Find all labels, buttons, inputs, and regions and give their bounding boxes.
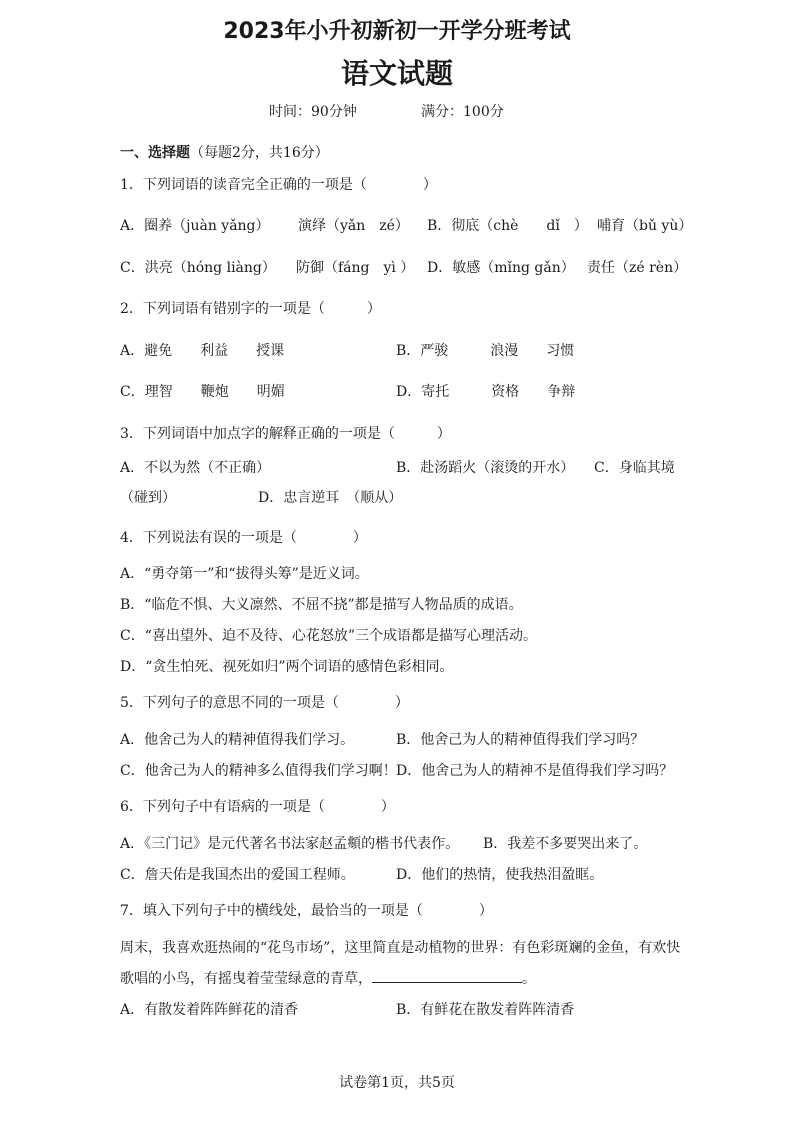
option: B．赴汤蹈火（滚烫的开水） bbox=[396, 460, 575, 476]
question-stem: 2．下列词语有错别字的一项是（ ） bbox=[120, 301, 381, 317]
option: （碰到） bbox=[120, 490, 176, 506]
option: B．他舍己为人的精神值得我们学习吗？ bbox=[396, 732, 645, 748]
option: D．他舍己为人的精神不是值得我们学习吗？ bbox=[396, 763, 674, 779]
option: B．有鲜花在散发着阵阵清香 bbox=[396, 1002, 575, 1018]
question-stem: 3．下列词语中加点字的解释正确的一项是（ ） bbox=[120, 426, 451, 442]
passage-text: 周末，我喜欢逛热闹的“花鸟市场”，这里简直是动植物的世界：有色彩斑斓的金鱼，有欢快 bbox=[120, 940, 681, 956]
time-limit: 时间：90分钟 bbox=[269, 104, 357, 120]
question-stem: 5．下列句子的意思不同的一项是（ ） bbox=[120, 695, 409, 711]
passage-text bbox=[120, 968, 536, 988]
exam-title: 2023年小升初新初一开学分班考试 bbox=[223, 19, 571, 44]
question-stem: 7．填入下列句子中的横线处，最恰当的一项是（ ） bbox=[120, 903, 493, 919]
option: A．有散发着阵阵鲜花的清香 bbox=[120, 1002, 299, 1018]
option: D．“贪生怕死、视死如归”两个词语的感情色彩相同。 bbox=[120, 659, 454, 675]
option: D．忠言逆耳 （顺从） bbox=[258, 490, 403, 506]
option: C．理智 鞭炮 明媚 bbox=[120, 384, 285, 400]
option: B．我差不多要哭出来了。 bbox=[483, 836, 648, 852]
option: D．寄托 资格 争辩 bbox=[396, 384, 576, 400]
option: C．洪亮（hóng liàng） bbox=[120, 260, 276, 276]
option: B．“临危不惧、大义凛然、不屈不挠”都是描写人物品质的成语。 bbox=[120, 597, 523, 613]
option: C．他舍己为人的精神多么值得我们学习啊！ bbox=[120, 763, 397, 779]
section-note: （每题2分，共16分） bbox=[190, 145, 329, 161]
total-score: 满分：100分 bbox=[421, 104, 504, 120]
question-stem: 1．下列词语的读音完全正确的一项是（ ） bbox=[120, 177, 437, 193]
option: C．“喜出望外、迫不及待、心花怒放”三个成语都是描写心理活动。 bbox=[120, 628, 538, 644]
option: A．《三门记》是元代著名书法家赵孟頫的楷书代表作。 bbox=[120, 836, 460, 852]
option: 责任（zé rèn） bbox=[587, 260, 688, 276]
passage-punctuation: 。 bbox=[522, 971, 536, 987]
option: D．他们的热情，使我热泪盈眶。 bbox=[396, 867, 604, 883]
option: 哺育（bǔ yù） bbox=[597, 218, 693, 234]
section-title: 一、选择题 bbox=[120, 145, 190, 161]
question-stem: 6．下列句子中有语病的一项是（ ） bbox=[120, 799, 395, 815]
option: 防御（fáng yì ） bbox=[296, 260, 415, 276]
option: 演绎（yǎn zé） bbox=[298, 218, 409, 234]
answer-blank[interactable] bbox=[372, 968, 522, 983]
option: C．身临其境 bbox=[594, 460, 675, 476]
subject-title: 语文试题 bbox=[340, 57, 453, 90]
page-footer: 试卷第1页，共5页 bbox=[339, 1075, 455, 1091]
option: A．“勇夺第一”和“拔得头筹”是近义词。 bbox=[120, 566, 369, 582]
option: A．不以为然（不正确） bbox=[120, 460, 271, 476]
passage-text-line2: 歌唱的小鸟，有摇曳着莹莹绿意的青草， bbox=[120, 971, 372, 987]
option: D．敏感（mǐng gǎn） bbox=[427, 260, 575, 276]
option: B．彻底（chè dǐ ） bbox=[427, 218, 588, 234]
section-heading bbox=[120, 142, 329, 162]
option: A．避免 利益 授课 bbox=[120, 343, 285, 359]
option: A．他舍己为人的精神值得我们学习。 bbox=[120, 732, 355, 748]
option: A．圈养（juàn yǎng） bbox=[120, 218, 270, 234]
option: C．詹天佑是我国杰出的爱国工程师。 bbox=[120, 867, 355, 883]
option: B．严骏 浪漫 习惯 bbox=[396, 343, 575, 359]
question-stem: 4．下列说法有误的一项是（ ） bbox=[120, 530, 367, 546]
